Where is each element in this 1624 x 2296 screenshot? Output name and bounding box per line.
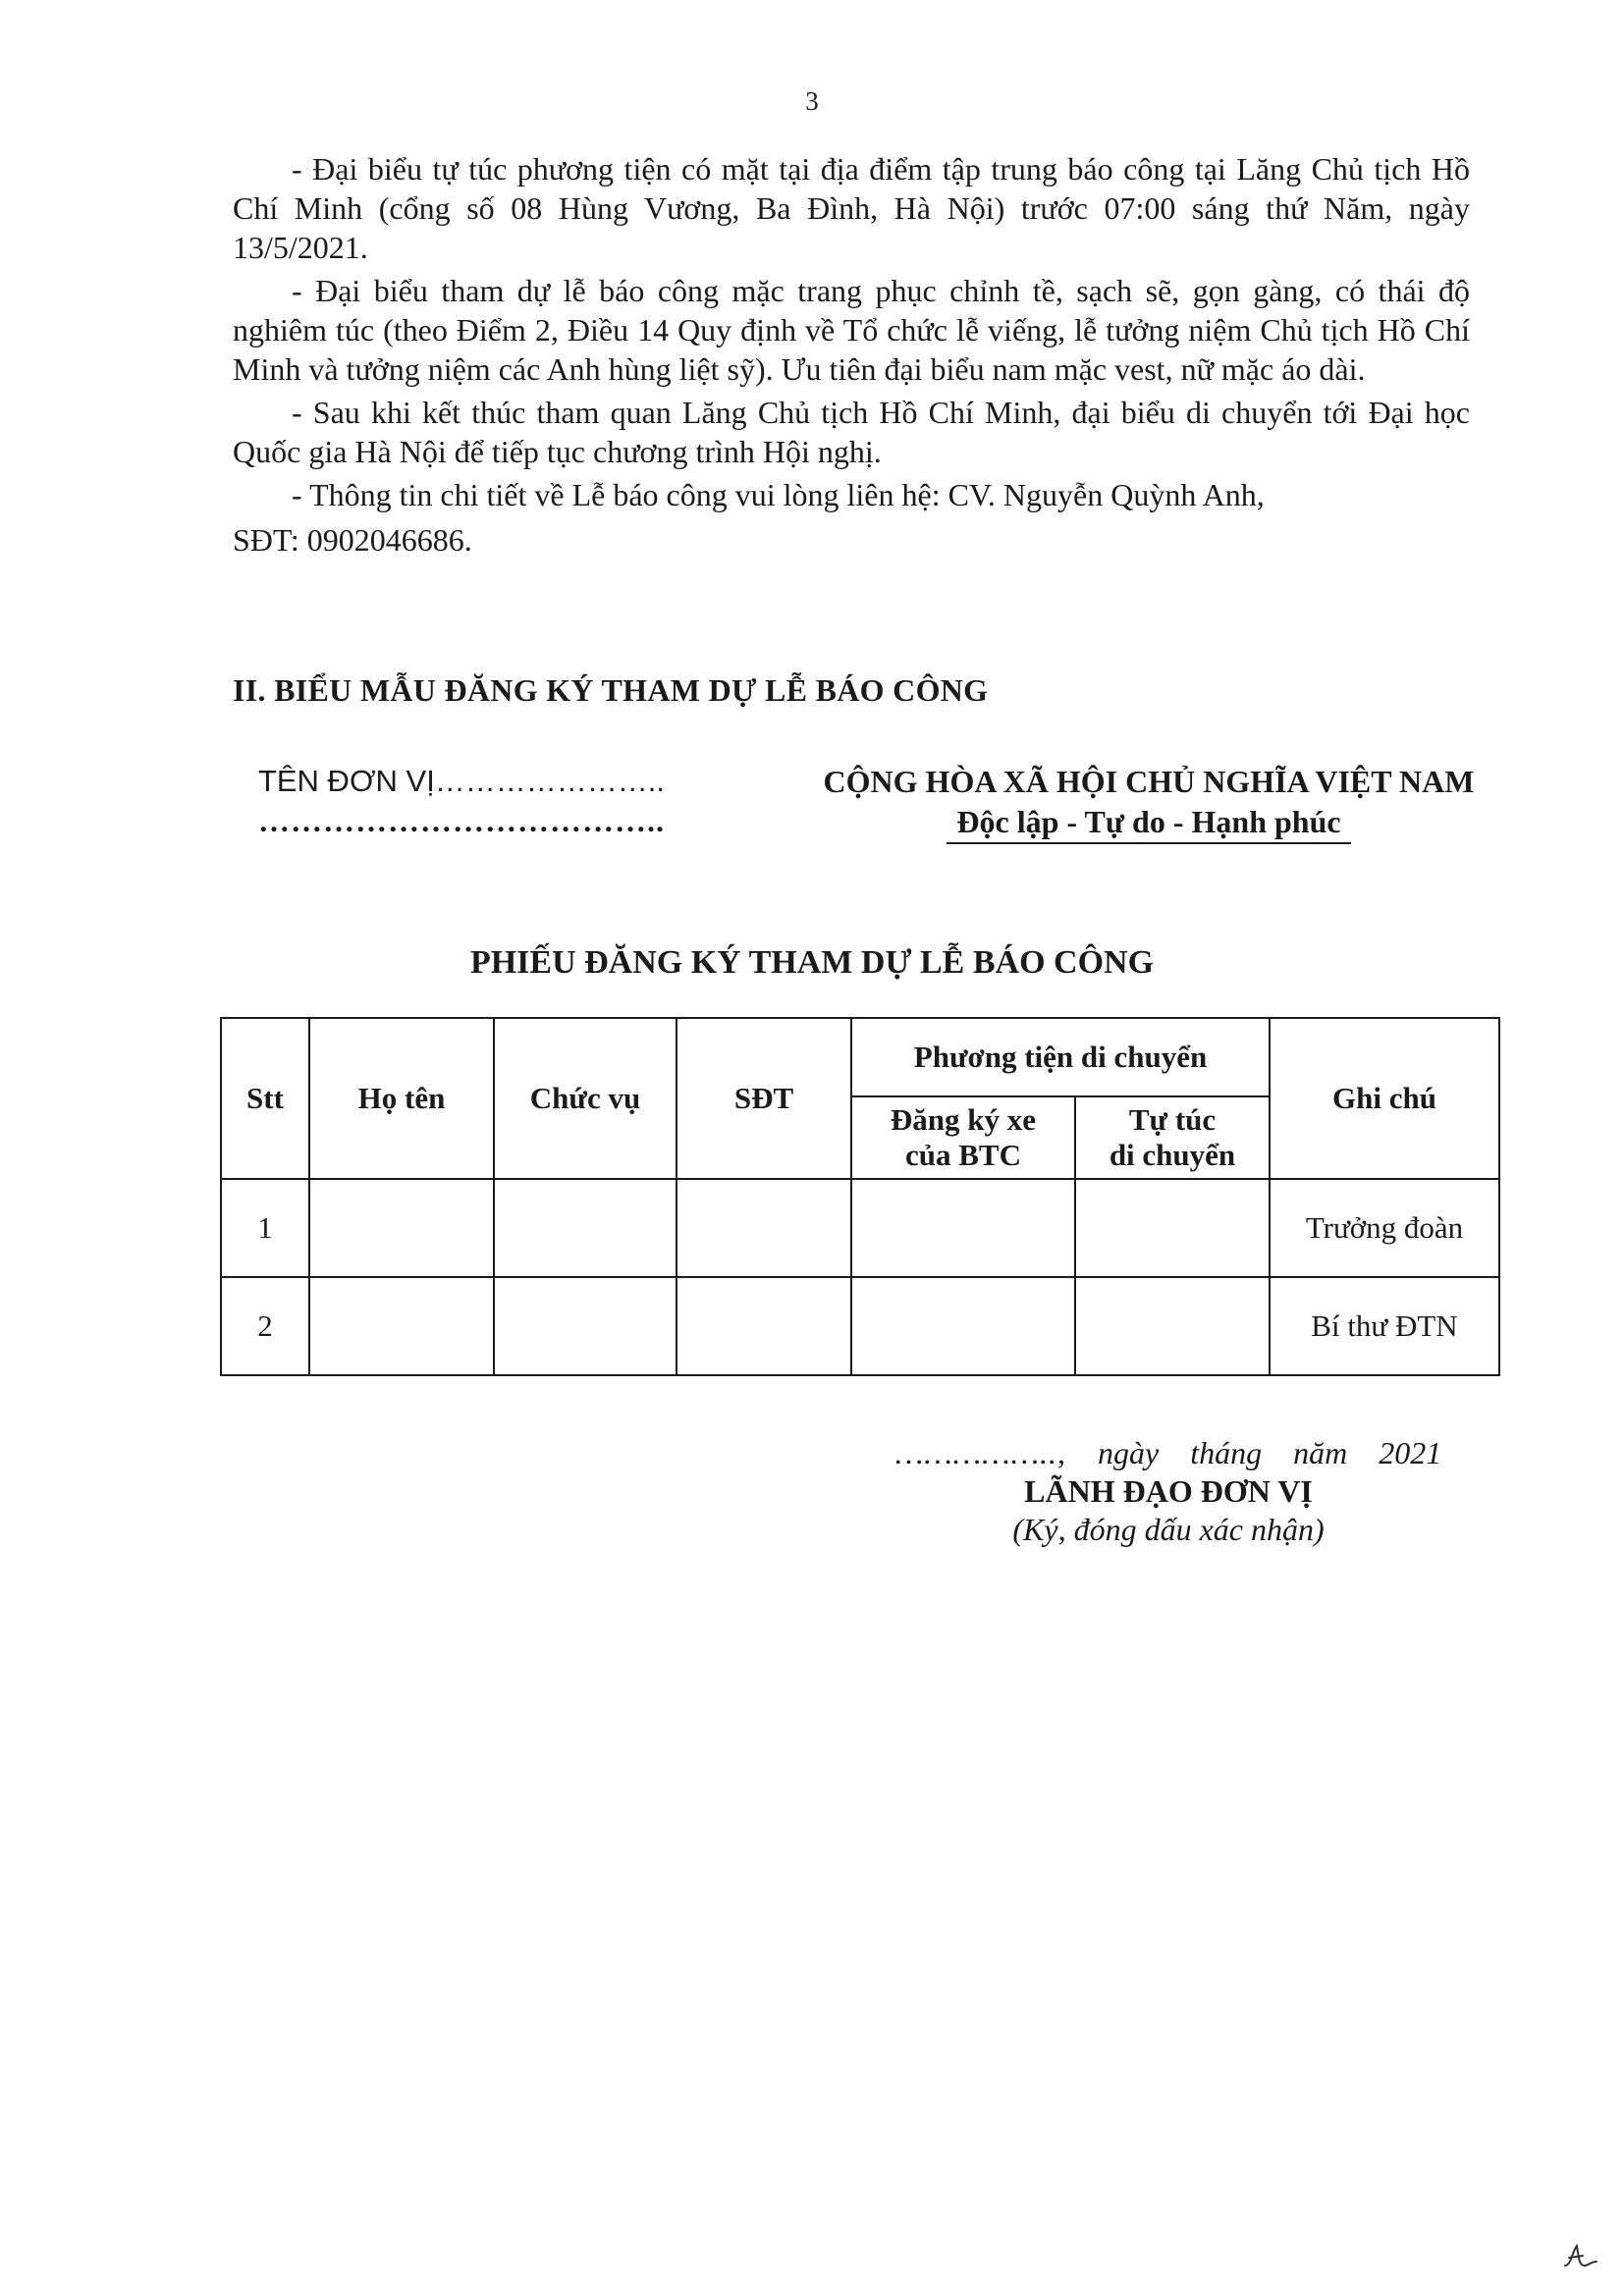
row-btc-cell bbox=[851, 1179, 1075, 1277]
header-position: Chức vụ bbox=[494, 1018, 677, 1179]
header-transport-self-line1: Tự túc bbox=[1128, 1102, 1217, 1137]
date-text: ngày tháng năm 2021 bbox=[1098, 1435, 1442, 1470]
national-motto: Độc lập - Tự do - Hạnh phúc bbox=[947, 804, 1350, 844]
unit-dots-line: ……………………………….. bbox=[258, 803, 665, 838]
instruction-item-1: - Đại biểu tự túc phương tiện có mặt tại địa điểm tập trung báo công tại Lăng Chủ tịch Hồ Chí Minh (cổng số 08 Hùng Vương, Ba Đình, Hà Nội) trước 07:00 sáng thứ Năm, ngày 13/5/2021. bbox=[233, 151, 1470, 265]
header-transport-btc-line2: của BTC bbox=[905, 1138, 1021, 1172]
row-btc-cell bbox=[851, 1277, 1075, 1375]
national-header bbox=[776, 764, 1522, 844]
table-row bbox=[221, 1179, 1499, 1277]
header-transport-btc bbox=[851, 1096, 1075, 1179]
row-phone-cell bbox=[677, 1179, 851, 1277]
leader-title: LÃNH ĐẠO ĐƠN VỊ bbox=[1024, 1473, 1313, 1509]
contact-phone: SĐT: 0902046686. bbox=[233, 522, 472, 558]
signature-block bbox=[825, 1435, 1512, 1548]
row-phone-cell bbox=[677, 1277, 851, 1375]
instruction-item-4: - Thông tin chi tiết về Lễ báo công vui lòng liên hệ: CV. Nguyễn Quỳnh Anh, bbox=[292, 477, 1265, 512]
header-name: Họ tên bbox=[309, 1018, 494, 1179]
unit-header bbox=[226, 764, 697, 839]
table-header-row bbox=[221, 1018, 1499, 1096]
row-stt: 2 bbox=[221, 1277, 309, 1375]
instructions-list bbox=[233, 149, 1470, 560]
header-transport-self-line2: di chuyển bbox=[1109, 1138, 1236, 1172]
nation-name: CỘNG HÒA XÃ HỘI CHỦ NGHĨA VIỆT NAM bbox=[823, 764, 1475, 799]
row-position-cell bbox=[494, 1179, 677, 1277]
section-heading: II. BIỂU MẪU ĐĂNG KÝ THAM DỰ LỄ BÁO CÔNG bbox=[233, 672, 989, 708]
handwritten-initial-mark bbox=[1561, 2236, 1600, 2275]
row-position-cell bbox=[494, 1277, 677, 1375]
date-line bbox=[825, 1435, 1512, 1471]
row-self-cell bbox=[1075, 1277, 1270, 1375]
header-note: Ghi chú bbox=[1270, 1018, 1499, 1179]
form-title: PHIẾU ĐĂNG KÝ THAM DỰ LỄ BÁO CÔNG bbox=[469, 944, 1155, 981]
header-phone: SĐT bbox=[677, 1018, 851, 1179]
header-transport: Phương tiện di chuyển bbox=[851, 1018, 1270, 1096]
instruction-item-2: - Đại biểu tham dự lễ báo công mặc trang phục chỉnh tề, sạch sẽ, gọn gàng, có thái độ nghiêm túc (theo Điểm 2, Điều 14 Quy định về Tổ chức lễ viếng, lễ tưởng niệm Chủ tịch Hồ Chí Minh và tưởng niệm các Anh hùng liệt sỹ). Ưu tiên đại biểu nam mặc vest, nữ mặc áo dài. bbox=[233, 273, 1470, 387]
instruction-item-3: - Sau khi kết thúc tham quan Lăng Chủ tịch Hồ Chí Minh, đại biểu di chuyển tới Đại học Quốc gia Hà Nội để tiếp tục chương trình Hội nghị. bbox=[233, 395, 1470, 469]
place-dots: …………….., bbox=[894, 1435, 1067, 1470]
page-number: 3 bbox=[805, 86, 819, 116]
row-name-cell bbox=[309, 1179, 494, 1277]
unit-name-field: TÊN ĐƠN VỊ………………….. bbox=[257, 764, 666, 798]
header-transport-self bbox=[1075, 1096, 1270, 1179]
row-stt: 1 bbox=[221, 1179, 309, 1277]
signature-note: (Ký, đóng dấu xác nhận) bbox=[1012, 1512, 1325, 1547]
row-note: Trưởng đoàn bbox=[1270, 1179, 1499, 1277]
header-stt: Stt bbox=[221, 1018, 309, 1179]
row-note: Bí thư ĐTN bbox=[1270, 1277, 1499, 1375]
row-self-cell bbox=[1075, 1179, 1270, 1277]
row-name-cell bbox=[309, 1277, 494, 1375]
header-transport-btc-line1: Đăng ký xe bbox=[890, 1102, 1037, 1137]
registration-table bbox=[220, 1017, 1500, 1376]
table-row bbox=[221, 1277, 1499, 1375]
